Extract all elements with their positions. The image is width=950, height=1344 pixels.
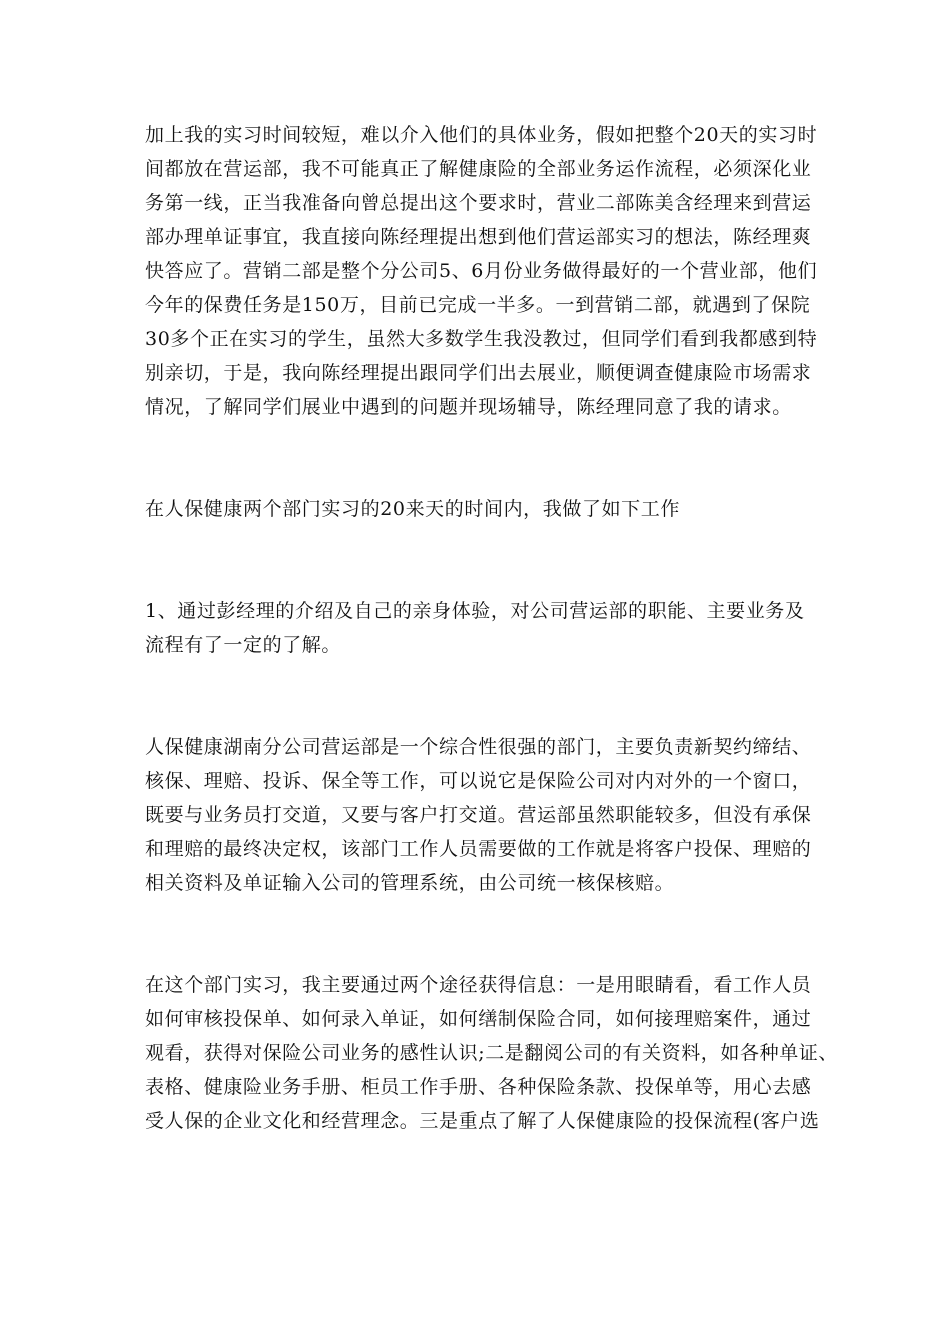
text-line: 情况，了解同学们展业中遇到的问题并现场辅导，陈经理同意了我的请求。: [145, 396, 792, 418]
text-line: 部办理单证事宜，我直接向陈经理提出想到他们营运部实习的想法，陈经理爽: [145, 226, 812, 248]
text-line: 流程有了一定的了解。: [145, 634, 342, 656]
text-line: 表格、健康险业务手册、柜员工作手册、各种保险条款、投保单等，用心去感: [145, 1076, 812, 1098]
paragraph-heading: 在人保健康两个部门实习的20来天的时间内，我做了如下工作: [145, 498, 680, 520]
text-line: 今年的保费任务是150万，目前已完成一半多。一到营销二部，就遇到了保院: [145, 294, 811, 316]
text-line: 务第一线，正当我准备向曾总提出这个要求时，营业二部陈美含经理来到营运: [145, 192, 812, 214]
text-line: 观看，获得对保险公司业务的感性认识;二是翻阅公司的有关资料，如各种单证、: [145, 1042, 839, 1064]
text-line: 和理赔的最终决定权，该部门工作人员需要做的工作就是将客户投保、理赔的: [145, 838, 812, 860]
text-line: 别亲切，于是，我向陈经理提出跟同学们出去展业，顺便调查健康险市场需求: [145, 362, 812, 384]
text-line: 快答应了。营销二部是整个分公司5、6月份业务做得最好的一个营业部，他们: [145, 260, 818, 282]
text-line: 相关资料及单证输入公司的管理系统，由公司统一核保核赔。: [145, 872, 675, 894]
text-line: 如何审核投保单、如何录入单证，如何缮制保险合同，如何接理赔案件，通过: [145, 1008, 812, 1030]
text-line: 人保健康湖南分公司营运部是一个综合性很强的部门，主要负责新契约缔结、: [145, 736, 812, 758]
text-line: 在这个部门实习，我主要通过两个途径获得信息：一是用眼睛看，看工作人员: [145, 974, 812, 996]
text-line: 30多个正在实习的学生，虽然大多数学生我没教过，但同学们看到我都感到特: [145, 328, 818, 350]
text-line: 间都放在营运部，我不可能真正了解健康险的全部业务运作流程，必须深化业: [145, 158, 812, 180]
text-line: 1、通过彭经理的介绍及自己的亲身体验，对公司营运部的职能、主要业务及: [145, 600, 805, 622]
text-line: 加上我的实习时间较短，难以介入他们的具体业务，假如把整个20天的实习时: [145, 124, 818, 146]
text-line: 受人保的企业文化和经营理念。三是重点了解了人保健康险的投保流程(客户选: [145, 1110, 820, 1132]
text-line: 既要与业务员打交道，又要与客户打交道。营运部虽然职能较多，但没有承保: [145, 804, 812, 826]
text-line: 核保、理赔、投诉、保全等工作，可以说它是保险公司对内对外的一个窗口，: [145, 770, 812, 792]
